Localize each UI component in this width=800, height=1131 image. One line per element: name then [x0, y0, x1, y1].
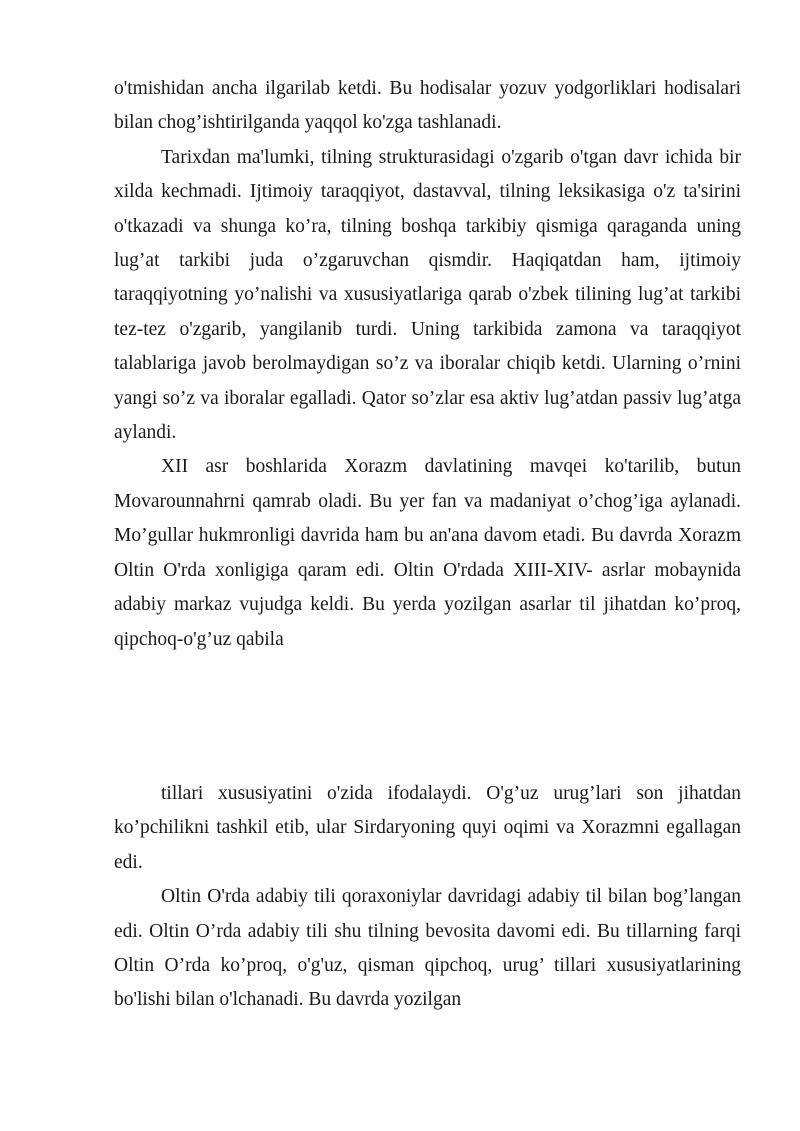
text-block-top [114, 72, 741, 657]
paragraph: Oltin O'rda adabiy tili qoraxoniylar davridagi adabiy til bilan bog’langan edi. Oltin O’rda adabiy tili shu tilning bevosita davomi edi. Bu tillarning farqi Oltin O’rda ko’proq, o'g'uz, qisman qipchoq, urug’ tillari xususiyatlarining bo'lishi bilan o'lchanadi. Bu davrda yozilgan [114, 886, 741, 1011]
paragraph: o'tmishidan ancha ilgarilab ketdi. Bu hodisalar yozuv yodgorliklari hodisalari bilan chog’ishtirilganda yaqqol ko'zga tashlanadi. [114, 78, 741, 134]
paragraph: XII asr boshlarida Xorazm davlatining mavqei ko'tarilib, butun Movarounnahrni qamrab oladi. Bu yer fan va madaniyat o’chog’iga aylanadi. Mo’gullar hukmronligi davrida ham bu an'ana davom etadi. Bu davrda Xorazm Oltin O'rda xonligiga qaram edi. Oltin O'rdada XIII-XIV- asrlar mobaynida adabiy markaz vujudga keldi. Bu yerda yozilgan asarlar til jihatdan ko’proq, qipchoq-o'g’uz qabila [114, 456, 741, 650]
text-block-bottom [114, 777, 741, 1018]
paragraph: tillari xususiyatini o'zida ifodalaydi. O'g’uz urug’lari son jihatdan ko’pchilikni tashkil etib, ular Sirdaryoning quyi oqimi va Xorazmni egallagan edi. [114, 783, 741, 873]
paragraph: Tarixdan ma'lumki, tilning strukturasidagi o'zgarib o'tgan davr ichida bir xilda kechmadi. Ijtimoiy taraqqiyot, dastavval, tilning leksikasiga o'z ta'sirini o'tkazadi va shunga ko’ra, tilning boshqa tarkibiy qismiga qaraganda uning lug’at tarkibi juda o’zgaruvchan qismdir. Haqiqatdan ham, ijtimoiy taraqqiyotning yo’nalishi va xususiyatlariga qarab o'zbek tilining lug’at tarkibi tez-tez o'zgarib, yangilanib turdi. Uning tarkibida zamona va taraqqiyot talablariga javob berolmaydigan so’z va iboralar chiqib ketdi. Ularning o’rnini yangi so’z va iboralar egalladi. Qator so’zlar esa aktiv lug’atdan passiv lug’atga aylandi. [114, 146, 741, 444]
